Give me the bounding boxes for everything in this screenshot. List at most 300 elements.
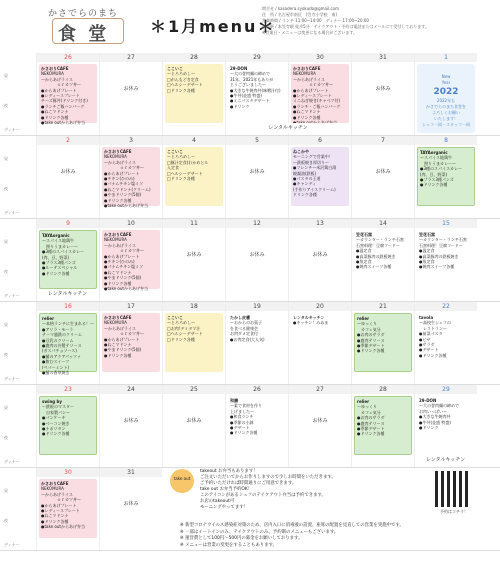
greeting-line: かさでらのまち食堂を <box>426 104 466 109</box>
menu-card[interactable] <box>39 396 97 455</box>
menu-line: ｏｒカツ丼～ <box>293 82 333 88</box>
greeting-line: よろしくお願い <box>432 110 460 115</box>
day-number: 1 <box>415 53 477 62</box>
menu-line: ●焼肉スイーツ各種 <box>419 264 455 270</box>
shop-name: たかし皮膚 <box>230 315 250 320</box>
day-cell[interactable] <box>99 136 162 218</box>
day-cell[interactable] <box>351 302 414 384</box>
time-label: ディナー <box>4 376 20 381</box>
menu-line: カフェ気分 <box>357 326 381 332</box>
day-number: 26 <box>226 385 288 394</box>
menu-line: ●take outからあげ弁当 <box>41 524 85 530</box>
menu-line: ～高校生シェフの <box>419 320 451 326</box>
menu-line: ●牛丼(並盛 特盛) <box>230 93 262 99</box>
menu-line: ●デザート <box>230 425 250 431</box>
week-row <box>0 302 500 385</box>
notes <box>180 523 480 549</box>
menu-line: ～からあげライス <box>41 76 73 82</box>
info-line: 住 所 / 名古屋市南区 (笠寺小学校 南) <box>262 12 338 17</box>
menu-line: ●豆乳のクリーム <box>42 337 74 343</box>
menu-line: ～素で食材を作り <box>230 403 262 409</box>
menu-line: ●ドリンク各種 <box>42 270 70 276</box>
day-cell[interactable] <box>99 385 162 467</box>
closed-label: お休み <box>123 86 139 92</box>
menu-line: ●レディースプレート <box>293 93 332 99</box>
menu-line: ●パナムチキン塩ミソ <box>104 264 144 270</box>
takeout-line: モーニングやってます！ <box>200 505 249 510</box>
menu-line: ｏｒカツ丼～ <box>104 165 144 171</box>
menu-line: ●お肉のサラダ <box>357 415 385 421</box>
menu-line: ●高菜豚肉の鉄板焼き <box>419 253 459 259</box>
day-number: 4 <box>163 136 225 145</box>
menu-card[interactable] <box>39 230 97 289</box>
day-cell[interactable] <box>225 136 288 218</box>
day-number: 27 <box>289 385 351 394</box>
menu-line: お肉いっぱい～ <box>419 408 447 414</box>
day-cell[interactable] <box>288 136 351 218</box>
day-cell[interactable] <box>162 302 225 384</box>
menu-line: 石窯料理！豆腐フードー <box>356 242 400 248</box>
menu-line: ●ドリンク各種 <box>41 114 69 120</box>
menu-line: ●ねこマドンナ <box>293 109 321 115</box>
day-number: 8 <box>415 136 477 145</box>
menu-line: ～とろろめし～ <box>167 320 195 326</box>
menu-line: 照りうまカレー～ <box>42 243 78 249</box>
footer <box>0 465 500 574</box>
menu-card[interactable] <box>228 64 286 123</box>
menu-line: ～スパイス地鶏牛 <box>420 155 452 161</box>
closed-label: お休み <box>312 252 328 258</box>
menu-line: ●フレンチ～米沢鶏白湯 <box>293 165 337 171</box>
menu-card[interactable] <box>228 313 286 372</box>
day-cell[interactable] <box>351 385 414 467</box>
day-number: 19 <box>226 302 288 311</box>
day-number: 29 <box>415 385 477 394</box>
day-number: 2 <box>37 136 99 145</box>
menu-line: ●サラダ <box>419 342 435 348</box>
menu-line: □ドリンク各種 <box>167 176 195 182</box>
menu-line: ●ねこマドンナ <box>41 109 69 115</box>
day-number: 16 <box>37 302 99 311</box>
menu-line: □ドリンク各種 <box>167 87 195 93</box>
day-number: 18 <box>163 302 225 311</box>
menu-line: □ヘルシーデザート <box>167 170 203 176</box>
menu-line: NEKOMURA <box>104 320 127 326</box>
menu-line: ●ねこマドンナ(クリーム) <box>104 186 151 192</box>
menu-line: ●牛丼(並盛 特盛) <box>419 419 451 425</box>
menu-line: ●ねこマドンナ <box>104 342 132 348</box>
menu-line: ●温定食 <box>356 248 372 254</box>
day-number: 11 <box>163 219 225 228</box>
day-number: 31 <box>352 53 414 62</box>
takeout-line: takeout お弁当もあります！ <box>200 469 258 474</box>
shop-name: relier <box>357 316 370 321</box>
menu-line: ●take outからあげ弁当 <box>41 120 85 126</box>
month-title: ＊1月menu＊ <box>150 17 276 36</box>
menu-line: ●パンケーキ <box>42 415 66 421</box>
menu-line: ●お肉のサラダ <box>357 332 385 338</box>
menu-line: ●季節の小鉢 <box>230 419 254 425</box>
day-cell[interactable] <box>288 219 351 301</box>
menu-line: 入定食 <box>167 165 179 171</box>
time-label: 夜 <box>4 186 8 191</box>
day-cell[interactable] <box>162 385 225 467</box>
menu-card[interactable] <box>165 313 223 372</box>
menu-card[interactable] <box>417 230 475 289</box>
menu-line: (手作りアイスクリーム) <box>293 186 336 192</box>
takeout-line: take out お弁当予約OK！ <box>200 487 253 492</box>
menu-line: ●焼肉スイーツ各種 <box>356 264 392 270</box>
week-labels <box>0 136 36 218</box>
closed-label: お休み <box>312 418 328 424</box>
day-number: 17 <box>100 302 162 311</box>
menu-card[interactable] <box>291 64 349 123</box>
menu-card[interactable] <box>417 313 475 372</box>
menu-line: ～おからのお菓子 <box>230 320 262 326</box>
logo-subtitle: かさでらのまち <box>48 9 119 19</box>
menu-line: ～とろろめし～ <box>167 154 195 160</box>
time-label: ディナー <box>4 210 20 215</box>
shop-name: かさおりCAFE <box>104 232 132 237</box>
shop-name: かさおりCAFE <box>293 66 321 71</box>
day-cell[interactable] <box>414 136 477 218</box>
qr-code-icon[interactable] <box>435 471 471 507</box>
day-cell[interactable] <box>36 53 99 135</box>
menu-line: ｏｒカツ丼～ <box>104 331 144 337</box>
week-labels <box>0 385 36 467</box>
shop-name: TAYAorganic <box>42 233 70 238</box>
day-cell[interactable] <box>414 302 477 384</box>
day-cell[interactable] <box>162 136 225 218</box>
day-number: 28 <box>352 385 414 394</box>
menu-line: ●3種のスパイスカレー <box>420 166 462 172</box>
day-cell[interactable] <box>225 385 288 467</box>
menu-line: ●ドリンク各種 <box>420 182 448 188</box>
menu-line: とうございました～ <box>230 82 266 88</box>
menu-line: ●プラス3種パンズ <box>42 260 76 266</box>
day-cell[interactable] <box>99 53 162 135</box>
info-line: 営業時間 / ランチ 11:00~14:00 ディナー 17:00~20:00 <box>262 18 369 23</box>
menu-line: □豚汁定食(わかめとル <box>167 159 209 165</box>
day-cell[interactable] <box>288 302 351 384</box>
time-label: ディナー <box>4 127 20 132</box>
menu-line: ●鹿肉テリーヌ <box>357 420 385 426</box>
menu-line: ●ドリンク各種 <box>293 114 321 120</box>
shop-name: かさおりCAFE <box>41 481 69 486</box>
note-line: ※ メニューは営業の変更をすることもあります。 <box>180 542 277 548</box>
closed-label: お休み <box>123 501 139 507</box>
day-cell[interactable] <box>99 302 162 384</box>
time-label: 昼 <box>4 488 8 493</box>
shop-name: ねこかや <box>293 149 309 154</box>
menu-line: NEKOMURA <box>104 237 127 243</box>
day-number: 10 <box>100 219 162 228</box>
time-label: 夜 <box>4 269 8 274</box>
rental-kitchen-bar: レンタルキッチン <box>418 455 473 465</box>
menu-line: ●からあげプレート <box>293 87 329 93</box>
menu-line: ●プラス3種パンズ <box>420 177 454 183</box>
menu-line: ●季節デザート <box>357 426 385 432</box>
menu-line: ●ドリンク各種 <box>357 348 385 354</box>
menu-line: ●チキン(ひのみ) <box>104 259 135 265</box>
menu-line: ●大きな牛焼肉丼(味噌汁付) <box>230 87 281 93</box>
day-number: 25 <box>163 385 225 394</box>
closed-label: お休み <box>249 169 265 175</box>
greeting-line: 2022 <box>433 87 459 97</box>
week-row <box>0 136 500 219</box>
day-number: 24 <box>100 385 162 394</box>
menu-line: ●飲むスイーツ <box>42 359 70 365</box>
shop-name: ここいこ <box>167 149 183 154</box>
menu-line: ｏｒカツ丼～ <box>41 497 81 503</box>
note-line: ※ 新型コロナウイルス感染症対策のため、店内入口に消毒液の設置、座席の配置を見直しての営業を実施中です。 <box>180 523 404 528</box>
menu-line: ●ランチ・ご飯ハンバーグ <box>293 103 341 109</box>
menu-line: ～からあげライス <box>41 491 73 497</box>
menu-line: ●ドリンク各種 <box>104 280 132 286</box>
day-number: 3 <box>100 136 162 145</box>
menu-card[interactable] <box>165 147 223 206</box>
day-number: 31 <box>100 468 162 477</box>
header <box>0 0 500 52</box>
day-cell[interactable] <box>351 53 414 135</box>
menu-card[interactable] <box>354 230 412 289</box>
menu-line: ●パスタの王道 <box>293 176 321 182</box>
day-number: 30 <box>37 468 99 477</box>
menu-line: ●3種のスパイスカレー <box>42 249 84 255</box>
day-number: 22 <box>415 302 477 311</box>
time-label: ディナー <box>4 293 20 298</box>
menu-line: ●ミニパスタデザート <box>230 98 270 104</box>
greeting-line: いたします！ <box>434 116 458 121</box>
menu-card[interactable] <box>39 313 97 376</box>
menu-line: ～とろろめし～ <box>167 71 195 77</box>
takeout-line: このアイコンがあるシェフのテイクアウト弁当は予約できます。 <box>200 493 326 498</box>
day-cell[interactable] <box>351 219 414 301</box>
menu-line: ～スパイス地鶏牛 <box>42 238 74 244</box>
day-number: 13 <box>289 219 351 228</box>
menu-line: 上げました～ <box>230 408 254 414</box>
time-label: 昼 <box>4 322 8 327</box>
shop-name: 29-DON <box>230 66 248 71</box>
menu-line: ～からあげライス <box>293 76 325 82</box>
menu-line: ●鯖の香草焼き <box>42 370 70 376</box>
menu-line: □ドリンク各種 <box>167 336 195 342</box>
menu-line: □ヘルシーデザート <box>167 82 203 88</box>
menu-line: NEKOMURA <box>293 71 316 77</box>
menu-line: ～鉄板焼き厚切り～ <box>293 159 329 165</box>
menu-line: ●和食ランチ <box>230 414 254 420</box>
week-row <box>0 385 500 468</box>
menu-line: ●季節デザート <box>357 343 385 349</box>
day-cell[interactable] <box>162 53 225 135</box>
info-line: ※営業日・メニューは変更になる場合がございます。 <box>262 30 358 35</box>
menu-line: ●魚定食 <box>419 259 435 265</box>
shop-name: 笠花石窯 <box>419 232 435 237</box>
day-number: 7 <box>352 136 414 145</box>
closed-label: お休み <box>60 169 76 175</box>
shop-info <box>262 6 492 36</box>
menu-line: 照りうまカレー～ <box>420 160 456 166</box>
menu-line: □がんもどき定食 <box>167 76 199 82</box>
day-number: 27 <box>100 53 162 62</box>
menu-line: ●魚定食 <box>356 259 372 265</box>
day-cell[interactable] <box>36 136 99 218</box>
menu-line: ●ドリンク各種 <box>230 430 258 436</box>
menu-line: テーマ風鉄のクリーム <box>42 332 82 338</box>
menu-line: ●ルーテスペシャル <box>42 265 78 271</box>
shop-name: ここいこ <box>167 66 183 71</box>
shop-name: swing by <box>42 399 63 404</box>
menu-line: ●からあげプレート <box>41 502 77 508</box>
closed-label: お休み <box>186 418 202 424</box>
day-cell[interactable] <box>414 53 477 135</box>
menu-line: □お肉!デミタマ汁 <box>167 325 201 331</box>
menu-line: チーズ豚丼(ドリンク付き) <box>41 98 88 104</box>
greeting-line: 2022年も <box>436 98 456 103</box>
menu-line: (肉、豆、野菜) <box>420 171 448 177</box>
menu-card[interactable] <box>417 396 475 455</box>
time-label: ディナー <box>4 542 20 547</box>
menu-card[interactable] <box>102 313 160 372</box>
info-line: 問合せ / kasadera.syokudo@gmail.com <box>262 6 340 11</box>
menu-line: ●やまドリンク(5個) <box>104 347 142 353</box>
takeout-line: お店のtakeout可 <box>200 499 235 504</box>
day-cell[interactable] <box>225 219 288 301</box>
day-number: 23 <box>37 385 99 394</box>
day-cell[interactable] <box>36 302 99 384</box>
day-number: 9 <box>37 219 99 228</box>
menu-card[interactable] <box>165 64 223 123</box>
menu-line: ●ドリンク各種 <box>41 518 69 524</box>
day-cell[interactable] <box>162 219 225 301</box>
menu-line: ～ゆっくり <box>357 321 377 327</box>
menu-line: NEKOMURA <box>41 71 64 77</box>
info-line: 最寄駅 / 本笠寺駅 徒歩5分 テイクアウト・予約は電話またはメールにて受付しております。 <box>262 24 429 29</box>
menu-line: 31年、2021年もありが <box>230 76 274 82</box>
menu-line: カフェ気分 <box>357 409 381 415</box>
menu-line: ●ドリンク <box>230 103 250 109</box>
menu-line: ●ドリンク各種 <box>42 431 70 437</box>
shop-name: tavola <box>419 315 434 320</box>
takeout-info <box>200 469 380 511</box>
menu-line: ●レディースプレート <box>41 93 80 99</box>
shop-name: 笠花石窯 <box>356 232 372 237</box>
time-label: 昼 <box>4 73 8 78</box>
menu-line: ●パナムチキン塩ミソ <box>104 181 144 187</box>
shop-name: relier <box>357 399 370 404</box>
greeting-line: New <box>441 74 451 79</box>
menu-line: ●やまドリンク(5個) <box>104 275 142 281</box>
menu-line: ～からあげライス <box>104 242 136 248</box>
menu-line: □ヘルシーデザート <box>167 331 203 337</box>
menu-line: ●アリラ・モーラ <box>42 326 74 332</box>
closed-label: お休み <box>375 86 391 92</box>
time-label: 夜 <box>4 435 8 440</box>
menu-line: 石窯料理！豆腐フードー <box>419 242 463 248</box>
menu-line: ●大きな牛焼肉丼 <box>419 414 451 420</box>
note-line: ※ 運営費として100円～500円の募金をお願いしております。 <box>180 536 303 541</box>
menu-line: ●take outからあげ弁当 <box>104 286 148 292</box>
menu-line: ●ドリンク <box>419 425 439 431</box>
menu-line: ●ドリンク各種 <box>419 352 447 358</box>
note-line: ※ 一部はイートインのみ、テイクアウトのみ、予約制のメニューもございます。 <box>180 529 339 535</box>
menu-card[interactable] <box>354 313 412 372</box>
day-cell[interactable] <box>288 385 351 467</box>
menu-line: レストラン～ <box>419 325 447 331</box>
menu-card[interactable] <box>102 230 160 292</box>
day-cell[interactable] <box>225 302 288 384</box>
menu-line: ～大の誉肉麺の締めで <box>230 71 270 77</box>
menu-card[interactable] <box>291 147 349 206</box>
menu-line: ●ピザ <box>419 336 431 342</box>
menu-line: ●お肉定食(大人気) <box>230 336 265 342</box>
shop-name: 和膳 <box>230 398 238 403</box>
time-label: 夜 <box>4 352 8 357</box>
menu-line: ●からあげプレート <box>104 170 140 176</box>
menu-line: ●温定食 <box>419 248 435 254</box>
menu-line: (ガスパチョソース) <box>42 348 77 354</box>
day-cell[interactable] <box>414 219 477 301</box>
menu-card[interactable] <box>102 147 160 209</box>
menu-line: ～ゆっくり <box>357 404 377 410</box>
day-number: 26 <box>37 53 99 62</box>
menu-card[interactable] <box>39 64 97 126</box>
menu-card[interactable] <box>291 313 349 372</box>
day-number: 14 <box>352 219 414 228</box>
time-label: 昼 <box>4 156 8 161</box>
menu-line: ●前菜パスタ <box>419 331 443 337</box>
menu-line: ●キャンディ <box>293 181 317 187</box>
menu-line: (ペパーミント) <box>42 364 70 370</box>
day-number: 20 <box>289 302 351 311</box>
menu-line: ●ねこマドンナ <box>104 269 132 275</box>
menu-card[interactable] <box>228 396 286 455</box>
menu-line: NEKOMURA <box>104 154 127 160</box>
time-label: 夜 <box>4 518 8 523</box>
menu-line: ●ナポリタン <box>42 426 66 432</box>
rental-kitchen-bar: レンタルキッチン <box>40 289 95 299</box>
week-row <box>0 53 500 136</box>
menu-line: ●鹿肉の冷製テリーヌ <box>42 343 82 349</box>
shop-name: TAYAorganic <box>420 150 448 155</box>
menu-line: 自家製パン～ <box>42 409 70 415</box>
day-cell[interactable] <box>36 385 99 467</box>
takeout-badge: take out <box>170 469 194 493</box>
menu-card[interactable] <box>354 396 412 455</box>
day-cell[interactable] <box>99 219 162 301</box>
greeting-line: シェフ一同・スタッフ一同 <box>422 122 470 127</box>
day-number: 12 <box>226 219 288 228</box>
menu-line: ●take outからあげ弁当 <box>104 203 148 209</box>
menu-card[interactable] <box>417 147 475 206</box>
time-label: ディナー <box>4 459 20 464</box>
menu-line: を食べる健康会 <box>230 325 258 331</box>
menu-line: ●やまドリンク(5個) <box>104 192 142 198</box>
shop-name: ここいこ <box>167 315 183 320</box>
time-label: 夜 <box>4 103 8 108</box>
day-number: 6 <box>289 136 351 145</box>
day-number: 30 <box>289 53 351 62</box>
week-row <box>0 219 500 302</box>
day-cell[interactable] <box>351 136 414 218</box>
menu-line: ～カウンター・ランチ石窯 <box>419 237 467 243</box>
week-labels <box>0 219 36 301</box>
new-year-greeting <box>417 64 475 133</box>
menu-line: ～鉄板のマスター <box>42 404 74 410</box>
week-labels <box>0 302 36 384</box>
menu-line: ●ドリンク各種 <box>104 197 132 203</box>
menu-line: ●デザート <box>419 347 439 353</box>
